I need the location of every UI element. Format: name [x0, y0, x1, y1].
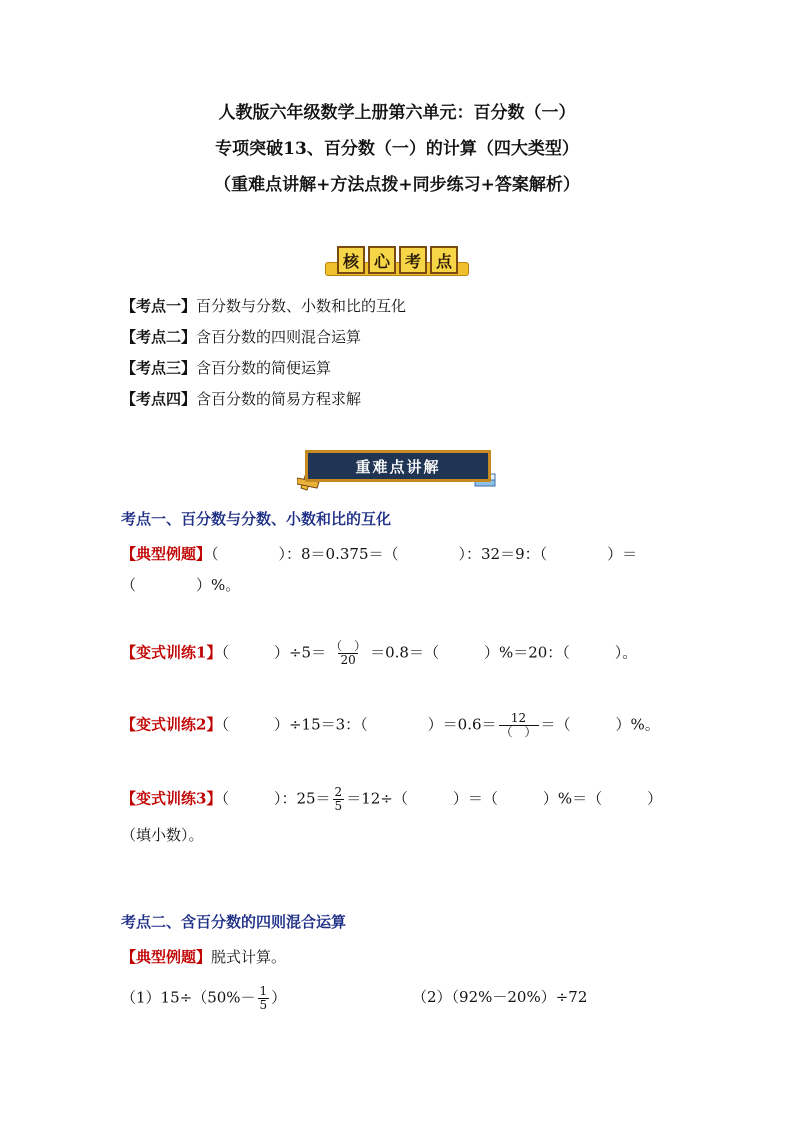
- section1-example-line1: [121, 543, 637, 564]
- train2-part2: ＝（ ）%。: [540, 715, 660, 734]
- topic-text: 含百分数的四则混合运算: [196, 328, 362, 346]
- fraction-numerator: 2: [334, 785, 343, 799]
- train1-fraction: [328, 640, 368, 667]
- example-tag: 【典型例题】: [121, 545, 212, 563]
- fraction-denominator: 5: [259, 998, 268, 1012]
- section2-heading: 考点二、含百分数的四则混合运算: [121, 913, 347, 931]
- fraction-denominator: 20: [340, 653, 356, 667]
- topic-item-1: [121, 295, 406, 316]
- topic-text: 含百分数的简易方程求解: [196, 390, 362, 408]
- section1-example-line2: （ ）%。: [121, 576, 241, 594]
- train3-tag: 【变式训练3】: [121, 789, 222, 808]
- q1-part1: （1）15÷（50%－: [121, 988, 256, 1007]
- train2-fraction: [499, 712, 539, 739]
- example-text: （ ）：8＝0.375＝（ ）：32＝9：（ ）＝: [211, 545, 638, 563]
- section1-train3-line2: （填小数）。: [121, 826, 204, 844]
- core-points-badge: [325, 242, 467, 276]
- topic-text: 含百分数的简便运算: [196, 359, 332, 377]
- doc-title-line3: （重难点讲解+方法点拨+同步练习+答案解析）: [214, 175, 580, 195]
- fraction-denominator: （ ）: [500, 725, 537, 739]
- badge-char-1: 核: [337, 246, 365, 274]
- topic-item-4: [121, 388, 361, 409]
- badge-char-3: 考: [399, 246, 427, 274]
- section1-heading: 考点一、百分数与分数、小数和比的互化: [121, 510, 392, 528]
- topic-item-2: [121, 326, 361, 347]
- section1-train1: [121, 640, 637, 667]
- key-points-banner: [297, 448, 497, 492]
- train1-part2: ＝0.8＝（ ）%＝20：（ ）。: [370, 643, 638, 662]
- train3-part2: ＝12÷（ ）＝（ ）%＝（ ）: [346, 789, 663, 808]
- topic-item-3: [121, 357, 331, 378]
- banner-label: 重难点讲解: [305, 450, 491, 482]
- topic-tag: 【考点四】: [121, 390, 197, 408]
- example-text: 脱式计算。: [211, 948, 287, 966]
- q1-part2: ）: [271, 988, 287, 1007]
- train3-part1: （ ）：25＝: [221, 789, 331, 808]
- section2-question-1: [121, 985, 286, 1012]
- badge-char-4: 点: [430, 246, 458, 274]
- section1-train3: [121, 786, 662, 813]
- doc-title-line1: 人教版六年级数学上册第六单元：百分数（一）: [218, 103, 576, 123]
- section2-example: [121, 946, 286, 967]
- train2-part1: （ ）÷15＝3：（ ）＝0.6＝: [221, 715, 497, 734]
- fraction-denominator: 5: [334, 799, 343, 813]
- section1-train2: [121, 712, 660, 739]
- topic-tag: 【考点二】: [121, 328, 197, 346]
- q1-fraction: [258, 985, 270, 1012]
- fraction-numerator: 12: [510, 711, 527, 725]
- train2-tag: 【变式训练2】: [121, 715, 222, 734]
- section2-question-2: （2）（92%－20%）÷72: [412, 988, 588, 1006]
- example-tag: 【典型例题】: [121, 948, 212, 966]
- fraction-numerator: 1: [259, 984, 268, 998]
- badge-char-2: 心: [368, 246, 396, 274]
- topic-tag: 【考点一】: [121, 297, 197, 315]
- topic-tag: 【考点三】: [121, 359, 197, 377]
- topic-text: 百分数与分数、小数和比的互化: [196, 297, 407, 315]
- doc-title-line2: 专项突破13、百分数（一）的计算（四大类型）: [215, 139, 579, 159]
- train1-tag: 【变式训练1】: [121, 643, 222, 662]
- train3-fraction: [333, 786, 345, 813]
- fraction-numerator: （ ）: [330, 639, 367, 653]
- train1-part1: （ ）÷5＝: [221, 643, 327, 662]
